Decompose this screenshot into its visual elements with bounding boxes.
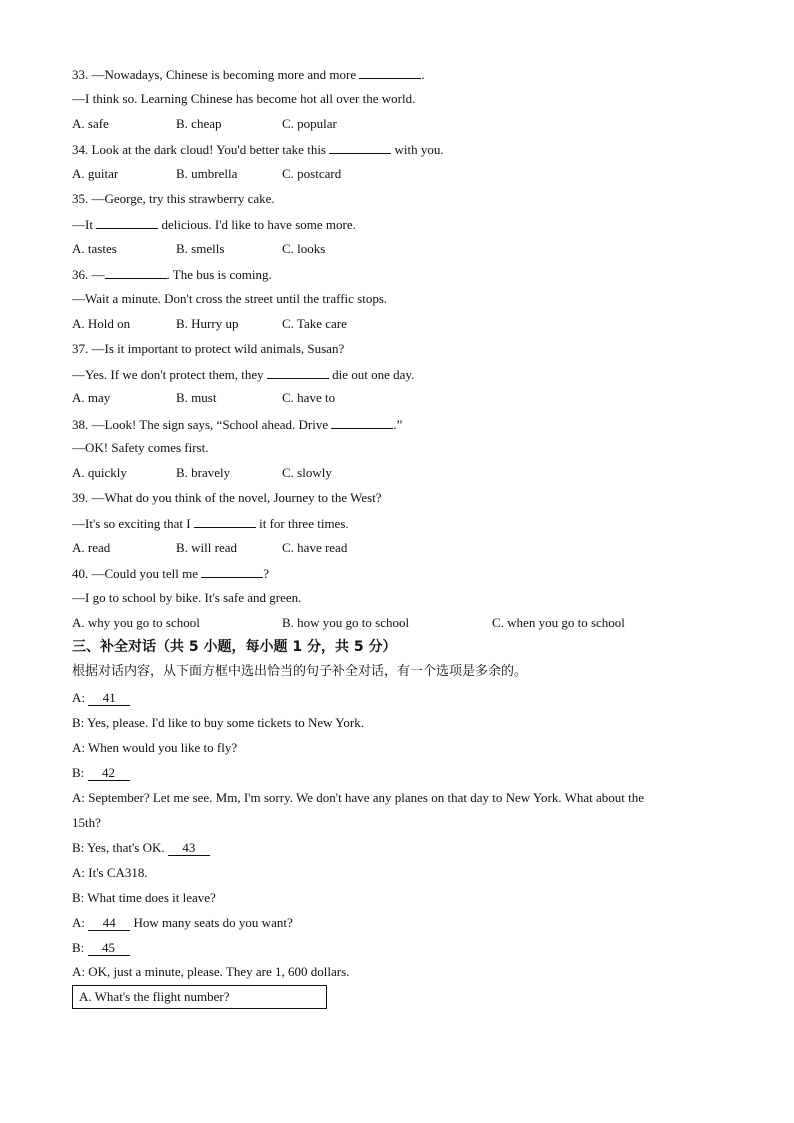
speaker-b-text: B: Yes, that's OK. (72, 840, 168, 855)
q40-option-c: C. when you go to school (492, 615, 625, 630)
q37-blank (267, 366, 329, 379)
q33-blank (359, 66, 421, 79)
q40-stem-end: ? (263, 566, 270, 581)
section-instruction: 根据对话内容，从下面方框中选出恰当的句子补全对话，有一个选项是多余的。 (72, 664, 528, 679)
dialogue-line: 15th? (72, 815, 101, 830)
q40-stem-text: 40. —Could you tell me (72, 566, 202, 581)
q35-option-c: C. looks (282, 241, 326, 256)
q38-stem-text: 38. —Look! The sign says, “School ahead. Drive (72, 417, 332, 432)
q36-stem-end: . The bus is coming. (166, 267, 272, 282)
q38-option-c: C. slowly (282, 465, 332, 480)
q36-option-a: A. Hold on (72, 316, 131, 331)
q38-reply: —OK! Safety comes first. (72, 440, 209, 455)
dialogue-line-41 (72, 690, 130, 706)
blank-44: 44 (88, 916, 130, 931)
q37-reply-end: die out one day. (328, 367, 415, 382)
dialogue-line-44 (72, 915, 293, 931)
dialogue-line: A: It's CA318. (72, 865, 148, 880)
q36-stem (72, 266, 272, 283)
q39-reply-text: —It's so exciting that I (72, 516, 194, 531)
dialogue-line-43 (72, 840, 210, 856)
q37-reply (72, 366, 414, 383)
q36-stem-text: 36. — (72, 267, 105, 282)
q33-option-a: A. safe (72, 116, 109, 131)
q36-option-c: C. Take care (282, 316, 347, 331)
q33-stem (72, 66, 425, 83)
dialogue-line: A: September? Let me see. Mm, I'm sorry. We don't have any planes on that day to New York. What about the (72, 790, 645, 805)
q37-option-a: A. may (72, 390, 111, 405)
q34-stem (72, 141, 444, 158)
dialogue-line-42 (72, 765, 130, 781)
q35-stem: 35. —George, try this strawberry cake. (72, 191, 275, 206)
q39-option-a: A. read (72, 540, 111, 555)
speaker-a: A: (72, 690, 89, 705)
blank-45: 45 (88, 941, 130, 956)
blank-42: 42 (88, 766, 130, 781)
q35-reply-text: —It (72, 217, 97, 232)
q35-blank (96, 216, 158, 229)
speaker-b: B: (72, 940, 88, 955)
options-box (72, 985, 327, 1009)
blank-43: 43 (168, 841, 210, 856)
q35-reply-end: delicious. I'd like to have some more. (158, 217, 356, 232)
q34-option-c: C. postcard (282, 166, 342, 181)
q35-reply (72, 216, 356, 233)
dialogue-line: A: When would you like to fly? (72, 740, 238, 755)
q37-stem: 37. —Is it important to protect wild animals, Susan? (72, 341, 345, 356)
q37-reply-text: —Yes. If we don't protect them, they (72, 367, 267, 382)
q34-option-a: A. guitar (72, 166, 119, 181)
q39-option-b: B. will read (176, 540, 238, 555)
q37-option-b: B. must (176, 390, 217, 405)
q36-blank (105, 266, 167, 279)
q35-option-a: A. tastes (72, 241, 117, 256)
dialogue-line-45 (72, 940, 130, 956)
speaker-b: B: (72, 765, 88, 780)
dialogue-line: B: Yes, please. I'd like to buy some tickets to New York. (72, 715, 364, 730)
q33-reply: —I think so. Learning Chinese has become hot all over the world. (72, 91, 416, 106)
q34-option-b: B. umbrella (176, 166, 238, 181)
speaker-a: A: (72, 915, 89, 930)
q39-stem: 39. —What do you think of the novel, Journey to the West? (72, 490, 382, 505)
q34-stem-text: 34. Look at the dark cloud! You'd better take this (72, 142, 330, 157)
q38-blank (331, 416, 393, 429)
q34-stem-end: with you. (391, 142, 444, 157)
section-heading: 三、补全对话（共 5 小题，每小题 1 分，共 5 分） (72, 639, 397, 655)
q36-reply: —Wait a minute. Don't cross the street until the traffic stops. (72, 291, 388, 306)
dialogue-line: B: What time does it leave? (72, 890, 216, 905)
q38-stem (72, 416, 402, 433)
q39-reply (72, 515, 349, 532)
q36-option-b: B. Hurry up (176, 316, 239, 331)
q34-blank (329, 141, 391, 154)
dialogue-line: A: OK, just a minute, please. They are 1, 600 dollars. (72, 964, 350, 979)
blank-41: 41 (88, 691, 130, 706)
option-box-a: A. What's the flight number? (79, 989, 230, 1004)
q40-option-a: A. why you go to school (72, 615, 200, 630)
q40-blank (201, 565, 263, 578)
q39-reply-end: it for three times. (255, 516, 349, 531)
q40-reply: —I go to school by bike. It's safe and green. (72, 590, 302, 605)
q33-stem-text: 33. —Nowadays, Chinese is becoming more and more (72, 67, 360, 82)
q33-option-b: B. cheap (176, 116, 222, 131)
q37-option-c: C. have to (282, 390, 336, 405)
q33-option-c: C. popular (282, 116, 337, 131)
q39-option-c: C. have read (282, 540, 348, 555)
q38-option-b: B. bravely (176, 465, 231, 480)
q35-option-b: B. smells (176, 241, 225, 256)
q40-option-b: B. how you go to school (282, 615, 410, 630)
q33-stem-end: . (421, 67, 425, 82)
q39-blank (194, 515, 256, 528)
speaker-a-text: How many seats do you want? (130, 915, 293, 930)
q40-stem (72, 565, 269, 582)
q38-option-a: A. quickly (72, 465, 127, 480)
q38-stem-end: .” (393, 417, 403, 432)
